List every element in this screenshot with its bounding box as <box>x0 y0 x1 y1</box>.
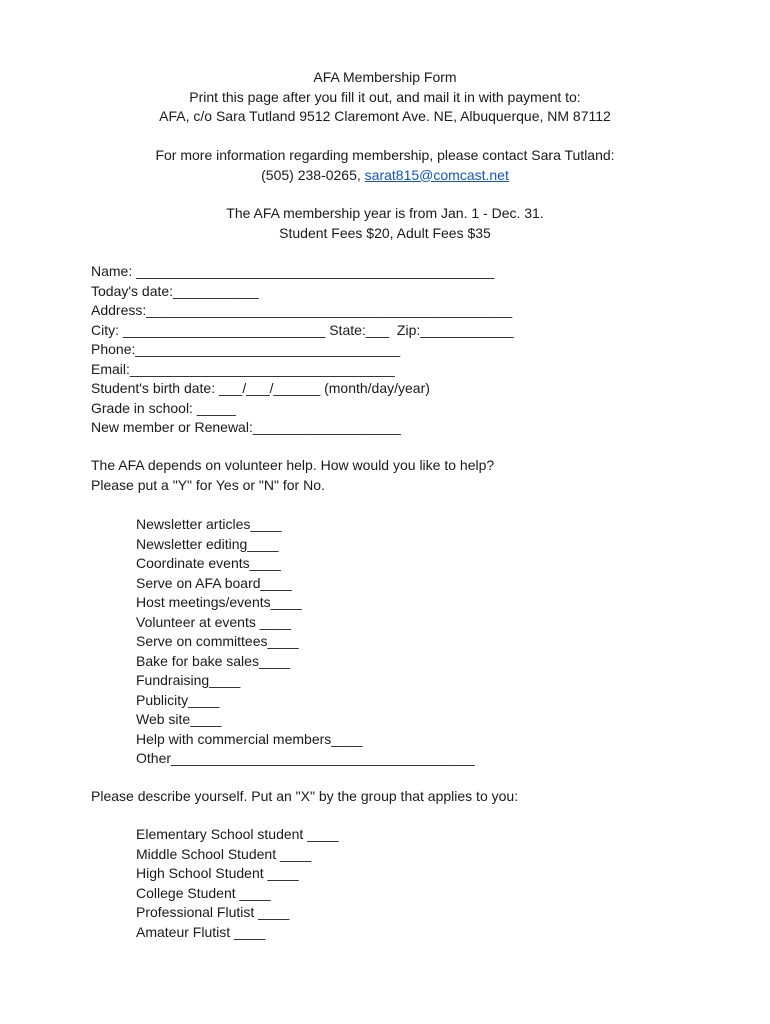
volunteer-intro <box>91 456 494 495</box>
volunteer-option-other[interactable]: Other_______________________________________ <box>136 750 475 766</box>
group-option[interactable]: College Student ____ <box>136 884 271 901</box>
volunteer-option[interactable]: Newsletter editing____ <box>136 535 279 552</box>
volunteer-option[interactable]: Publicity____ <box>136 691 220 708</box>
group-option[interactable]: Middle School Student ____ <box>136 845 312 862</box>
print-instruction: Print this page after you fill it out, and mail it in with payment to: <box>189 88 581 105</box>
volunteer-option[interactable]: Bake for bake sales____ <box>136 652 291 669</box>
email-field[interactable]: Email:__________________________________ <box>91 360 395 377</box>
volunteer-intro-line: The AFA depends on volunteer help. How would you like to help? <box>91 457 495 473</box>
membership-year-line: The AFA membership year is from Jan. 1 - Dec. 31. <box>226 205 544 221</box>
todays-date-field[interactable]: Today's date:___________ <box>91 282 259 299</box>
group-option[interactable]: Elementary School student ____ <box>136 826 339 842</box>
form-header <box>0 68 770 127</box>
contact-phone-email-line <box>0 166 770 186</box>
volunteer-option[interactable]: Fundraising____ <box>136 672 241 688</box>
city-state-zip-field[interactable]: City: __________________________ State:___ Zip:____________ <box>91 321 514 338</box>
describe-intro-line: Please describe yourself. Put an "X" by the group that applies to you: <box>91 788 519 804</box>
address-field[interactable]: Address:_______________________________________________ <box>91 302 513 318</box>
group-option[interactable]: High School Student ____ <box>136 865 299 881</box>
volunteer-option[interactable]: Web site____ <box>136 711 222 727</box>
grade-field[interactable]: Grade in school: _____ <box>91 399 236 416</box>
birth-date-field[interactable]: Student's birth date: ___/___/______ (month/day/year) <box>91 380 430 396</box>
volunteer-option[interactable]: Help with commercial members____ <box>136 730 363 747</box>
contact-phone: (505) 238-0265, <box>261 166 365 183</box>
name-field[interactable]: Name: ______________________________________________ <box>91 263 495 279</box>
form-title: AFA Membership Form <box>313 69 457 85</box>
contact-email-link[interactable]: sarat815@comcast.net <box>364 166 509 183</box>
volunteer-option[interactable]: Newsletter articles____ <box>136 516 282 532</box>
group-option[interactable]: Amateur Flutist ____ <box>136 923 266 940</box>
volunteer-instruction-line: Please put a "Y" for Yes or "N" for No. <box>91 476 325 493</box>
volunteer-option[interactable]: Host meetings/events____ <box>136 594 302 610</box>
mailing-address: AFA, c/o Sara Tutland 9512 Claremont Ave. NE, Albuquerque, NM 87112 <box>159 108 611 124</box>
contact-info <box>0 146 770 185</box>
volunteer-option[interactable]: Coordinate events____ <box>136 555 281 571</box>
volunteer-option[interactable]: Volunteer at events ____ <box>136 613 291 630</box>
volunteer-options <box>136 515 475 769</box>
contact-info-line: For more information regarding membership, please contact Sara Tutland: <box>155 147 615 163</box>
fees-info <box>0 204 770 243</box>
phone-field[interactable]: Phone:__________________________________ <box>91 341 401 357</box>
describe-options <box>136 825 338 942</box>
group-option[interactable]: Professional Flutist ____ <box>136 904 290 920</box>
volunteer-option[interactable]: Serve on committees____ <box>136 633 299 649</box>
member-fields <box>91 262 514 438</box>
describe-intro <box>91 787 518 807</box>
volunteer-option[interactable]: Serve on AFA board____ <box>136 574 292 591</box>
fees-line: Student Fees $20, Adult Fees $35 <box>279 224 491 241</box>
member-type-field[interactable]: New member or Renewal:___________________ <box>91 419 401 435</box>
